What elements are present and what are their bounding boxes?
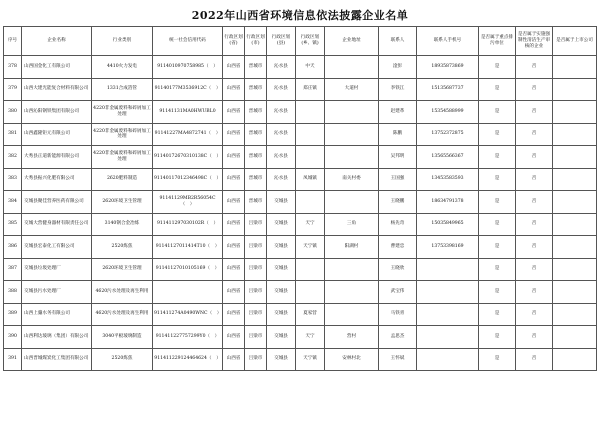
cell-province: 山西省 — [223, 281, 245, 304]
cell-town: 天宁镇 — [296, 348, 325, 371]
cell-company: 大秀县正道新能源有限公司 — [22, 146, 92, 169]
cell-listed — [553, 56, 597, 79]
cell-listed — [553, 303, 597, 326]
cell-contact: 孟思杰 — [379, 326, 417, 349]
cell-clean-production: 否 — [516, 281, 553, 304]
cell-province: 山西省 — [223, 78, 245, 101]
cell-company: 交城县宏泰化工有限公司 — [22, 236, 92, 259]
cell-contact: 王晓欣 — [379, 258, 417, 281]
cell-city: 晋城市 — [245, 78, 267, 101]
cell-clean-production: 否 — [516, 146, 553, 169]
cell-city: 晋城市 — [245, 56, 267, 79]
cell-company: 山西上骧水务有限公司 — [22, 303, 92, 326]
header-address: 企业地址 — [325, 27, 379, 56]
header-company: 企业名称 — [22, 27, 92, 56]
cell-industry: 2520炼焦 — [92, 236, 153, 259]
cell-province: 山西省 — [223, 191, 245, 214]
cell-key-polluter: 是 — [479, 236, 516, 259]
cell-phone: 18634791378 — [417, 191, 479, 214]
cell-key-polluter: 是 — [479, 146, 516, 169]
header-province: 行政区划(省) — [223, 27, 245, 56]
cell-clean-production: 否 — [516, 78, 553, 101]
cell-county: 交城县 — [267, 281, 296, 304]
cell-county: 交城县 — [267, 213, 296, 236]
cell-address: 大道村 — [325, 78, 379, 101]
cell-address: 营村 — [325, 326, 379, 349]
cell-industry: 4410火力发电 — [92, 56, 153, 79]
cell-credit-code: 911411297030102R（ ） — [153, 213, 223, 236]
cell-city: 吕梁市 — [245, 326, 267, 349]
cell-town — [296, 191, 325, 214]
cell-key-polluter: 是 — [479, 101, 516, 124]
cell-key-polluter: 是 — [479, 123, 516, 146]
cell-industry: 4220非金属废料和碎屑加工处理 — [92, 146, 153, 169]
cell-contact: 王怀斌 — [379, 348, 417, 371]
cell-town — [296, 281, 325, 304]
cell-clean-production: 否 — [516, 213, 553, 236]
table-row — [4, 146, 597, 169]
cell-key-polluter: 是 — [479, 191, 516, 214]
cell-town: 郑庄镇 — [296, 78, 325, 101]
cell-clean-production: 否 — [516, 101, 553, 124]
cell-phone: 13753398169 — [417, 236, 479, 259]
cell-index: 379 — [4, 78, 22, 101]
cell-city: 吕梁市 — [245, 236, 267, 259]
cell-index: 385 — [4, 213, 22, 236]
cell-city: 吕梁市 — [245, 258, 267, 281]
cell-key-polluter: 是 — [479, 326, 516, 349]
cell-key-polluter: 是 — [479, 56, 516, 79]
cell-listed — [553, 258, 597, 281]
table-row — [4, 236, 597, 259]
cell-listed — [553, 168, 597, 191]
cell-listed — [553, 123, 597, 146]
cell-address — [325, 191, 379, 214]
cell-company: 山西利达玻璃（集团）有限公司 — [22, 326, 92, 349]
cell-index: 389 — [4, 303, 22, 326]
cell-contact: 赵建革 — [379, 101, 417, 124]
cell-city: 吕梁市 — [245, 303, 267, 326]
cell-contact: 李铁江 — [379, 78, 417, 101]
cell-county: 沁水县 — [267, 56, 296, 79]
cell-phone — [417, 303, 479, 326]
cell-address — [325, 101, 379, 124]
cell-listed — [553, 101, 597, 124]
cell-industry: 2620环境卫生管理 — [92, 191, 153, 214]
cell-address — [325, 303, 379, 326]
cell-province: 山西省 — [223, 213, 245, 236]
cell-city: 吕梁市 — [245, 213, 267, 236]
cell-contact: 王晓鹏 — [379, 191, 417, 214]
cell-clean-production: 否 — [516, 168, 553, 191]
cell-credit-code: 911411227757299Y0（ ） — [153, 326, 223, 349]
cell-key-polluter: 是 — [479, 168, 516, 191]
header-credit-code: 统一社会信用代码 — [153, 27, 223, 56]
cell-town: 凤城镇 — [296, 168, 325, 191]
cell-company: 山西晋城煤炭化工集团有限公司 — [22, 348, 92, 371]
document-title: 2022年山西省环境信息依法披露企业名单 — [191, 9, 409, 22]
table-row — [4, 326, 597, 349]
cell-county: 交城县 — [267, 326, 296, 349]
table-header-row — [4, 27, 597, 56]
cell-contact: 淦彭 — [379, 56, 417, 79]
cell-index: 380 — [4, 101, 22, 124]
cell-clean-production: 否 — [516, 123, 553, 146]
cell-credit-code: 91141227MA4872741（ ） — [153, 123, 223, 146]
cell-index: 383 — [4, 168, 22, 191]
table-row — [4, 101, 597, 124]
cell-town: 天宁镇 — [296, 236, 325, 259]
cell-county: 交城县 — [267, 348, 296, 371]
cell-town — [296, 123, 325, 146]
cell-listed — [553, 191, 597, 214]
cell-province: 山西省 — [223, 258, 245, 281]
cell-listed — [553, 213, 597, 236]
cell-clean-production: 否 — [516, 191, 553, 214]
cell-credit-code: 91141127011414T10（ ） — [153, 236, 223, 259]
cell-county: 交城县 — [267, 191, 296, 214]
cell-clean-production: 否 — [516, 56, 553, 79]
header-phone: 联系人手机号 — [417, 27, 479, 56]
cell-key-polluter: 是 — [479, 213, 516, 236]
cell-contact: 王国强 — [379, 168, 417, 191]
header-industry: 行业类别 — [92, 27, 153, 56]
cell-province: 山西省 — [223, 56, 245, 79]
cell-credit-code: 9114010970758985（ ） — [153, 56, 223, 79]
cell-key-polluter: 是 — [479, 348, 516, 371]
cell-phone: 15135687737 — [417, 78, 479, 101]
cell-county: 交城县 — [267, 258, 296, 281]
cell-credit-code: 911411274A0490WNC（ ） — [153, 303, 223, 326]
header-contact: 联系人 — [379, 27, 417, 56]
cell-listed — [553, 236, 597, 259]
cell-address — [325, 281, 379, 304]
cell-address — [325, 123, 379, 146]
cell-industry: 2520炼焦 — [92, 348, 153, 371]
cell-town: 中天 — [296, 56, 325, 79]
cell-industry: 4220非金属废料和碎屑加工处理 — [92, 101, 153, 124]
cell-credit-code: 911411229124464624（ ） — [153, 348, 223, 371]
cell-credit-code: 91140172670310138C（ ） — [153, 146, 223, 169]
cell-company: 交城大营健身器材有限责任公司 — [22, 213, 92, 236]
cell-address: 三角 — [325, 213, 379, 236]
cell-contact: 曹建忠 — [379, 236, 417, 259]
cell-industry: 2620环境卫生管理 — [92, 258, 153, 281]
cell-address: 安林村北 — [325, 348, 379, 371]
cell-address: 阳湖村 — [325, 236, 379, 259]
cell-key-polluter: 是 — [479, 258, 516, 281]
cell-key-polluter: 是 — [479, 281, 516, 304]
cell-company: 山西沁阳钢铁集团有限公司 — [22, 101, 92, 124]
cell-company: 交城县垃圾处理厂 — [22, 258, 92, 281]
cell-credit-code: 91141129MB2R56054C（ ） — [153, 191, 223, 214]
cell-industry: 4620污水处理及再生利用 — [92, 281, 153, 304]
cell-listed — [553, 78, 597, 101]
cell-province: 山西省 — [223, 101, 245, 124]
cell-index: 378 — [4, 56, 22, 79]
cell-address — [325, 146, 379, 169]
cell-city: 晋城市 — [245, 146, 267, 169]
cell-contact: 马铁青 — [379, 303, 417, 326]
cell-phone — [417, 348, 479, 371]
cell-company: 交城县聚佳营养医药有限公司 — [22, 191, 92, 214]
cell-phone: 13453583593 — [417, 168, 479, 191]
cell-industry: 3040平板玻璃制造 — [92, 326, 153, 349]
table-row — [4, 191, 597, 214]
cell-phone: 15035849965 — [417, 213, 479, 236]
cell-county: 交城县 — [267, 236, 296, 259]
cell-index: 390 — [4, 326, 22, 349]
cell-clean-production: 否 — [516, 348, 553, 371]
cell-address: 南关村委 — [325, 168, 379, 191]
cell-credit-code: 91140177M3536912C（ ） — [153, 78, 223, 101]
cell-index: 384 — [4, 191, 22, 214]
cell-listed — [553, 146, 597, 169]
header-key-polluter: 是否属于重点排污单位 — [479, 27, 516, 56]
cell-city: 吕梁市 — [245, 348, 267, 371]
cell-county: 沁水县 — [267, 78, 296, 101]
cell-province: 山西省 — [223, 326, 245, 349]
table-row — [4, 348, 597, 371]
cell-index: 382 — [4, 146, 22, 169]
cell-listed — [553, 281, 597, 304]
header-city: 行政区划(市) — [245, 27, 267, 56]
cell-city: 吕梁市 — [245, 281, 267, 304]
cell-province: 山西省 — [223, 303, 245, 326]
cell-phone — [417, 281, 479, 304]
header-town: 行政区划(乡、镇) — [296, 27, 325, 56]
cell-address — [325, 56, 379, 79]
cell-province: 山西省 — [223, 146, 245, 169]
cell-phone: 13752372875 — [417, 123, 479, 146]
enterprise-table — [3, 26, 597, 371]
cell-clean-production: 否 — [516, 258, 553, 281]
cell-index: 387 — [4, 258, 22, 281]
cell-phone: 18935873869 — [417, 56, 479, 79]
header-county: 行政区划(县) — [267, 27, 296, 56]
cell-contact: 武宝伟 — [379, 281, 417, 304]
cell-company: 山西国金化工有限公司 — [22, 56, 92, 79]
cell-clean-production: 否 — [516, 236, 553, 259]
cell-county: 沁水县 — [267, 168, 296, 191]
cell-town — [296, 146, 325, 169]
cell-key-polluter: 是 — [479, 78, 516, 101]
cell-index: 388 — [4, 281, 22, 304]
cell-industry: 2620肥料制造 — [92, 168, 153, 191]
cell-industry: 4620污水处理及再生利用 — [92, 303, 153, 326]
cell-contact: 杨先奇 — [379, 213, 417, 236]
table-row — [4, 168, 597, 191]
cell-town: 天宁 — [296, 213, 325, 236]
table-row — [4, 281, 597, 304]
header-clean-production: 是否属于实施强制性清洁生产审核的企业 — [516, 27, 553, 56]
cell-credit-code: 91141127010105169（ ） — [153, 258, 223, 281]
cell-contact: 陈鹏 — [379, 123, 417, 146]
cell-company: 大秀县振兴化肥有限公司 — [22, 168, 92, 191]
cell-county: 交城县 — [267, 303, 296, 326]
table-row — [4, 123, 597, 146]
cell-company: 山西大建光能复合材料有限公司 — [22, 78, 92, 101]
cell-key-polluter: 是 — [479, 303, 516, 326]
cell-province: 山西省 — [223, 123, 245, 146]
cell-listed — [553, 348, 597, 371]
cell-town: 天宁 — [296, 326, 325, 349]
cell-phone — [417, 326, 479, 349]
cell-industry: 4220非金属废料和碎屑加工处理 — [92, 123, 153, 146]
cell-credit-code: 91140117012346498C（ ） — [153, 168, 223, 191]
cell-town: 夏家营 — [296, 303, 325, 326]
table-row — [4, 213, 597, 236]
cell-city: 晋城市 — [245, 168, 267, 191]
cell-company: 交城县污水处理厂 — [22, 281, 92, 304]
cell-credit-code — [153, 281, 223, 304]
cell-industry: 1331合成箔管 — [92, 78, 153, 101]
cell-listed — [553, 326, 597, 349]
header-listed: 是否属于上市公司 — [553, 27, 597, 56]
header-index: 序号 — [4, 27, 22, 56]
cell-city: 晋城市 — [245, 101, 267, 124]
cell-index: 386 — [4, 236, 22, 259]
cell-county: 沁水县 — [267, 101, 296, 124]
cell-city: 晋城市 — [245, 123, 267, 146]
cell-county: 沁水县 — [267, 146, 296, 169]
cell-address — [325, 258, 379, 281]
cell-phone: 15354588999 — [417, 101, 479, 124]
cell-town — [296, 258, 325, 281]
cell-province: 山西省 — [223, 236, 245, 259]
cell-city: 晋城市 — [245, 191, 267, 214]
cell-industry: 3140钢合金冶炼 — [92, 213, 153, 236]
cell-company: 山西鑫隆钜元有限公司 — [22, 123, 92, 146]
cell-index: 391 — [4, 348, 22, 371]
cell-phone: 13565566367 — [417, 146, 479, 169]
cell-county: 沁水县 — [267, 123, 296, 146]
cell-town — [296, 101, 325, 124]
table-row — [4, 56, 597, 79]
cell-province: 山西省 — [223, 348, 245, 371]
cell-province: 山西省 — [223, 168, 245, 191]
cell-phone — [417, 258, 479, 281]
table-row — [4, 303, 597, 326]
table-row — [4, 258, 597, 281]
cell-clean-production: 否 — [516, 303, 553, 326]
cell-credit-code: 91141131MA0HWUBL0 — [153, 101, 223, 124]
table-row — [4, 78, 597, 101]
cell-contact: 吴邦明 — [379, 146, 417, 169]
cell-clean-production: 否 — [516, 326, 553, 349]
cell-index: 381 — [4, 123, 22, 146]
